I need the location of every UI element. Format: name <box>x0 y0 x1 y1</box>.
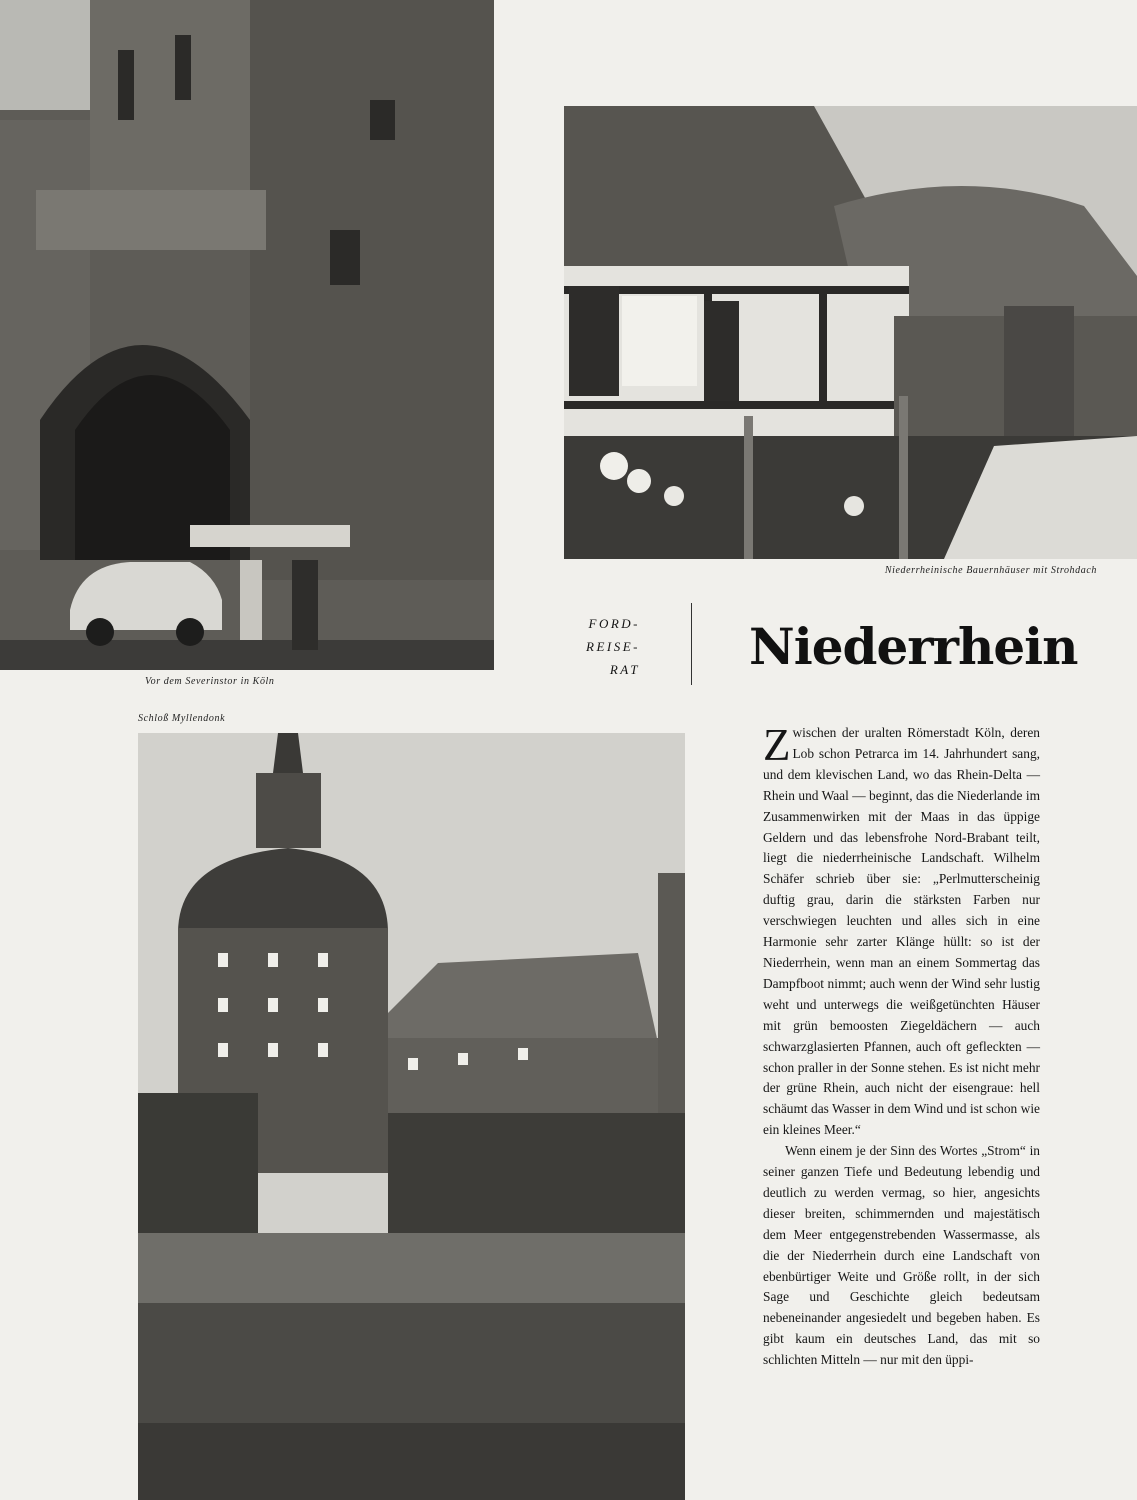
series-line-2: REISE- <box>586 639 640 654</box>
caption-schloss-myllendonk: Schloß Myllendonk <box>138 713 226 724</box>
series-line-3: RAT <box>609 662 640 677</box>
drop-cap: Z <box>763 720 791 770</box>
photo-farmhouses <box>564 106 1137 559</box>
paragraph-1-text: wischen der uralten Römerstadt Köln, deren Lob schon Petrarca im 14. Jahrhundert sang, und dem klevischen Land, wo das Rhein-Delta — Rhein und Waal — beginnt, das die Niederlande im Zusammenwirken mit der Maas in das üppige Geldern und das lebensfrohe Nord-Brabant teilt, liegt die niederrheinische Landschaft. Wilhelm Schäfer schrieb über sie: „Perlmutterscheinig duftig grau, darin die stärksten Farben nur verschwiegen leuchten und alles sich in eine Harmonie sehr zarter Klänge hüllt: so ist der Niederrhein, wenn man an einem Sommertag das Dampfboot nimmt; auch wenn der Wind sehr lustig weht und unterwegs die weißgetünchten Häuser mit grün bemoosten Ziegeldächern — auch schwarzglasierten Pfannen, auch oft gefleckten — schon praller in der Sonne stehen. Es ist nicht mehr der grüne Rhein, auch nicht der eisengraue: hell schäumt das Wasser in dem Wind und ist schon wie ein kleines Meer.“ <box>763 725 1040 1138</box>
series-label <box>560 612 640 681</box>
photo-schloss-myllendonk <box>138 733 685 1500</box>
caption-farmhouses: Niederrheinische Bauernhäuser mit Strohdach <box>884 565 1097 576</box>
article-paragraph-1 <box>763 720 1040 1141</box>
caption-severinstor: Vor dem Severinstor in Köln <box>145 676 275 687</box>
series-line-1: FORD- <box>588 616 640 631</box>
article-paragraph-2: Wenn einem je der Sinn des Wortes „Strom“ in seiner ganzen Tiefe und Bedeutung lebendig und deutlich zu werden vermag, so hier, angesichts dieser breiten, schimmernden und majestätisch dem Meer entgegenstrebenden Wassermasse, als die der Niederrhein durch eine Landschaft von ebenbürtiger Weite und Größe rollt, in der sich Sage und Geschichte gleich bedeutsam nebeneinander angesiedelt und begeben haben. Es gibt kaum ein deutsches Land, das mit so schlichten Mitteln — nur mit den üppi- <box>763 1143 1040 1368</box>
article-title: Niederrhein <box>749 617 1078 676</box>
photo-severinstor <box>0 0 494 670</box>
article-body <box>763 720 1040 1371</box>
heading-divider <box>691 603 692 685</box>
